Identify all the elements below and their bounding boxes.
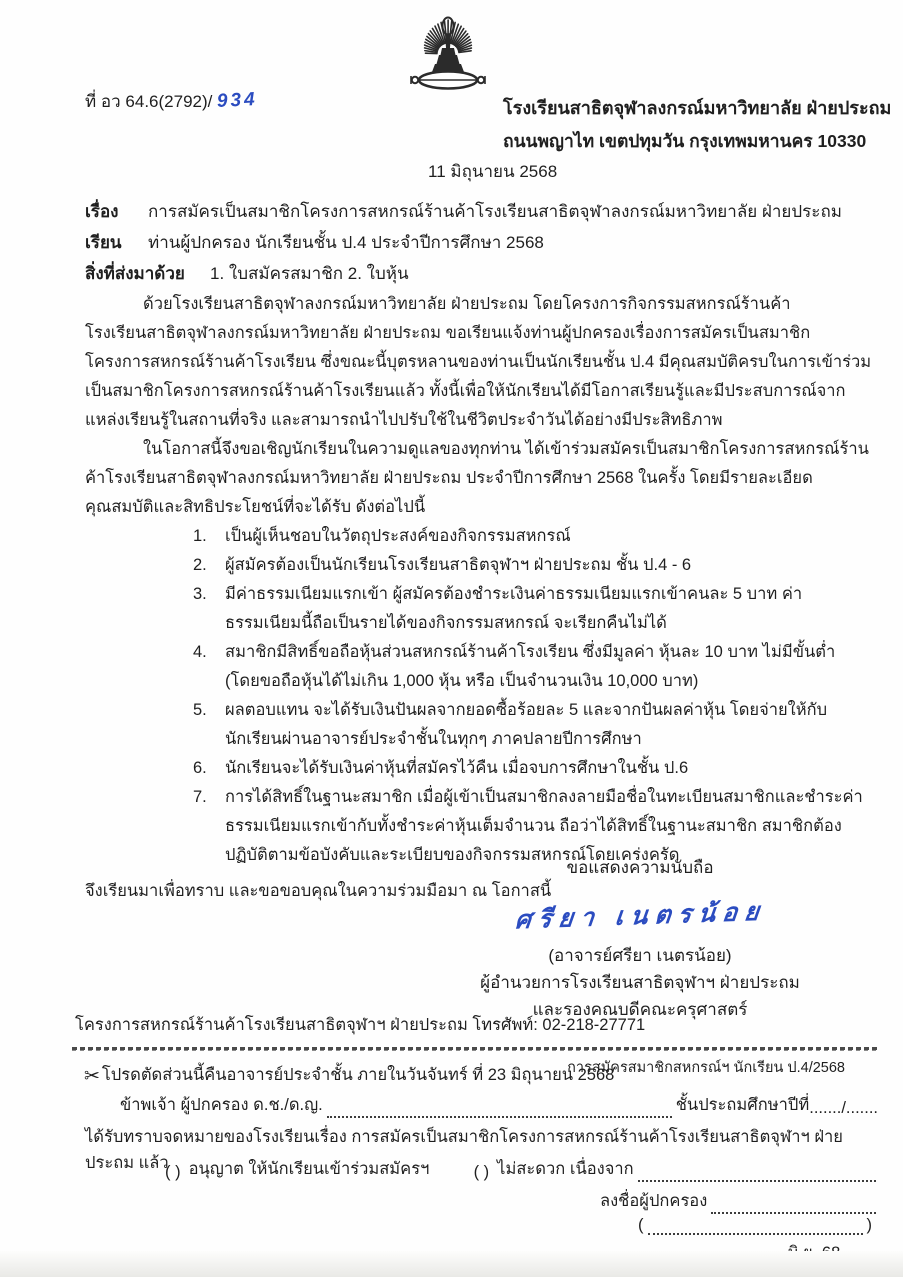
subject-value: การสมัครเป็นสมาชิกโครงการสหกรณ์ร้านค้าโรงเรียนสาธิตจุฬาลงกรณ์มหาวิทยาลัย ฝ่ายประถม	[148, 202, 842, 221]
list-item-text: นักเรียนจะได้รับเงินค่าหุ้นที่สมัครไว้คืน เมื่อจบการศึกษาในชั้น ป.6	[225, 759, 689, 777]
guardian-prefix: ข้าพเจ้า ผู้ปกครอง ด.ช./ด.ญ.	[120, 1096, 323, 1114]
list-item	[85, 522, 873, 551]
benefits-list	[85, 522, 873, 870]
handwritten-signature: ศรียา เนตรน้อย	[513, 897, 767, 935]
document-number-label: ที่ อว 64.6(2792)/	[85, 92, 213, 111]
grade-dotted-field: ......./.......	[809, 1099, 878, 1117]
signature-block	[430, 856, 850, 1023]
slip-signature-row	[600, 1188, 880, 1214]
project-contact-line: โครงการสหกรณ์ร้านค้าโรงเรียนสาธิตจุฬาฯ ฝ่ายประถม โทรศัพท์: 02-218-27771	[75, 1016, 646, 1034]
list-item	[85, 551, 873, 580]
list-item-text: มีค่าธรรมเนียมแรกเข้า ผู้สมัครต้องชำระเงินค่าธรรมเนียมแรกเข้าคนละ 5 บาท ค่าธรรมเนียมนี้ถือเป็นรายได้ของกิจกรรมสหกรณ์ จะเรียกคืนไม่ได้	[225, 585, 803, 632]
list-item-text: เป็นผู้เห็นชอบในวัตถุประสงค์ของกิจกรรมสหกรณ์	[225, 527, 571, 545]
attachments-value: 1. ใบสมัครสมาชิก 2. ใบหุ้น	[210, 264, 409, 283]
document-number-handwritten: 934	[216, 88, 259, 113]
slip-acknowledgement: ได้รับทราบจดหมายของโรงเรียนเรื่อง การสมัครเป็นสมาชิกโครงการสหกรณ์ร้านค้าโรงเรียนสาธิตจุฬาฯ ฝ่ายประถม แล้ว	[85, 1128, 843, 1172]
school-address: ถนนพญาไท เขตปทุมวัน กรุงเทพมหานคร 10330	[503, 131, 867, 151]
paren-open: (	[638, 1216, 644, 1235]
list-item-number: 3.	[193, 585, 207, 603]
cut-dashed-line-2	[72, 1050, 878, 1051]
list-item-text: การได้สิทธิ์ในฐานะสมาชิก เมื่อผู้เข้าเป็นสมาชิกลงลายมือชื่อในทะเบียนสมาชิกและชำระค่าธรรมเนียมแรกเข้ากับทั้งชำระค่าหุ้นเต็มจำนวน ถือว่าได้สิทธิ์ในฐานะสมาชิก สมาชิกต้องปฏิบัติตามข้อบังคับและระเบียบของกิจกรรมสหกรณ์โดยเคร่งครัด	[225, 788, 863, 864]
guardian-signature-dotted-field	[711, 1195, 876, 1214]
list-item-number: 2.	[193, 556, 207, 574]
subject-label: เรื่อง	[85, 202, 119, 221]
letter-meta	[85, 196, 875, 289]
cut-instruction-text: โปรดตัดส่วนนี้คืนอาจารย์ประจำชั้น ภายในวันจันทร์ ที่ 23 มิถุนายน 2568	[101, 1066, 615, 1084]
signer-title-2: และรองคณบดีคณะครุศาสตร์	[532, 1000, 748, 1019]
slip-options-row	[165, 1156, 880, 1182]
attachments-row	[85, 258, 875, 289]
document-number	[85, 88, 258, 115]
allow-option-label: อนุญาต ให้นักเรียนเข้าร่วมสมัครฯ	[188, 1160, 430, 1178]
letter-date: 11 มิถุนายน 2568	[428, 162, 558, 181]
list-item-number: 1.	[193, 527, 207, 545]
slip-printed-name-row	[638, 1216, 872, 1235]
signer-name: (อาจารย์ศรียา เนตรน้อย)	[548, 946, 732, 965]
salutation: ขอแสดงความนับถือ	[566, 858, 714, 877]
letter-body	[85, 290, 873, 906]
to-row	[85, 227, 875, 258]
list-item	[85, 696, 873, 754]
guardian-sign-label: ลงชื่อผู้ปกครอง	[600, 1192, 708, 1210]
chulalongkorn-phra-kiao-emblem-icon	[392, 8, 504, 108]
list-item-number: 4.	[193, 643, 207, 661]
closing-line: จึงเรียนมาเพื่อทราบ และขอขอบคุณในความร่วมมือมา ณ โอกาสนี้	[85, 882, 552, 900]
cut-instruction	[84, 1062, 614, 1088]
allow-checkbox: ( )	[165, 1163, 181, 1181]
attachments-label: สิ่งที่ส่งมาด้วย	[85, 264, 185, 283]
list-item-number: 6.	[193, 759, 207, 777]
list-item	[85, 754, 873, 783]
list-item-text: ผู้สมัครต้องเป็นนักเรียนโรงเรียนสาธิตจุฬาฯ ฝ่ายประถม ชั้น ป.4 - 6	[225, 556, 692, 574]
scan-edge-shadow	[0, 1251, 903, 1277]
slip-guardian-line	[120, 1092, 878, 1118]
decline-option-label: ไม่สะดวก เนื่องจาก	[497, 1160, 634, 1178]
list-item-number: 5.	[193, 701, 207, 719]
school-name: โรงเรียนสาธิตจุฬาลงกรณ์มหาวิทยาลัย ฝ่ายประถม	[503, 98, 892, 118]
paragraph-2: ในโอกาสนี้จึงขอเชิญนักเรียนในความดูแลของทุกท่าน ได้เข้าร่วมสมัครเป็นสมาชิกโครงการสหกรณ์ร้านค้าโรงเรียนสาธิตจุฬาลงกรณ์มหาวิทยาลัย ฝ่ายประถม ประจำปีการศึกษา 2568 ในครั้ง โดยมีรายละเอียด คุณสมบัติและสิทธิประโยชน์ที่จะได้รับ ดังต่อไปนี้	[85, 440, 869, 516]
printed-name-dotted-field	[648, 1216, 863, 1235]
subject-row	[85, 196, 875, 227]
list-item-text: สมาชิกมีสิทธิ์ขอถือหุ้นส่วนสหกรณ์ร้านค้าโรงเรียน ซึ่งมีมูลค่า หุ้นละ 10 บาท ไม่มีขั้นต่ำ (โดยขอถือหุ้นได้ไม่เกิน 1,000 หุ้น หรือ เป็นจำนวนเงิน 10,000 บาท)	[225, 643, 836, 690]
guardian-name-dotted-field	[327, 1099, 672, 1118]
school-header	[503, 92, 891, 158]
paragraph-1: ด้วยโรงเรียนสาธิตจุฬาลงกรณ์มหาวิทยาลัย ฝ่ายประถม โดยโครงการกิจกรรมสหกรณ์ร้านค้าโรงเรียนสาธิตจุฬาลงกรณ์มหาวิทยาลัย ฝ่ายประถม ขอเรียนแจ้งท่านผู้ปกครองเรื่องการสมัครเป็นสมาชิกโครงการสหกรณ์ร้านค้าโรงเรียน ซึ่งขณะนี้บุตรหลานของท่านเป็นนักเรียนชั้น ป.4 มีคุณสมบัติครบในการเข้าร่วมเป็นสมาชิกโครงการสหกรณ์ร้านค้าโรงเรียนแล้ว ทั้งนี้เพื่อให้นักเรียนได้มีโอกาสเรียนรู้และมีประสบการณ์จากแหล่งเรียนรู้ในสถานที่จริง และสามารถนำไปปรับใช้ในชีวิตประจำวันได้อย่างมีประสิทธิภาพ	[85, 295, 872, 429]
decline-checkbox: ( )	[473, 1163, 490, 1181]
slip-reference-label: การสมัครสมาชิกสหกรณ์ฯ นักเรียน ป.4/2568	[567, 1060, 845, 1076]
signer-title-1: ผู้อำนวยการโรงเรียนสาธิตจุฬาฯ ฝ่ายประถม	[480, 973, 800, 992]
scissors-icon: ✂	[84, 1066, 100, 1087]
to-value: ท่านผู้ปกครอง นักเรียนชั้น ป.4 ประจำปีการศึกษา 2568	[148, 233, 544, 252]
grade-label: ชั้นประถมศึกษาปีที่	[675, 1096, 810, 1114]
list-item-text: ผลตอบแทน จะได้รับเงินปันผลจากยอดซื้อร้อยละ 5 และจากปันผลค่าหุ้น โดยจ่ายให้กับนักเรียนผ่านอาจารย์ประจำชั้นในทุกๆ ภาคปลายปีการศึกษา	[225, 701, 828, 748]
decline-reason-dotted-field	[638, 1163, 876, 1182]
list-item	[85, 638, 873, 696]
paren-close: )	[866, 1216, 872, 1235]
list-item-number: 7.	[193, 788, 207, 806]
to-label: เรียน	[85, 233, 122, 252]
list-item	[85, 580, 873, 638]
